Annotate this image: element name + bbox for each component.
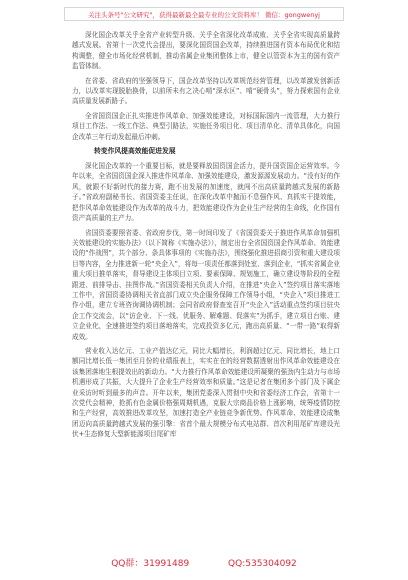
document-body — [72, 30, 340, 444]
paragraph-main-3: 营业收入达亿元、工业产值达亿元，同比大幅增长，利润超过亿元、同比增长，地上口额同比增长低一集团至月份的业绩报表上，实实在在的经营数据透射出作风革命效能建设在该集团落地生根提效出的新动力。“大力推行作风革命效能建设所凝聚的强劲内生动力与市场机遇形成了共振，大大提升了企业生产经营效率和质量。”这是记者在集团多个部门及下属企业采访时听到最多的声音。开年以来，集团党委深入贯彻中央和省委经济工作会，省第十一次党代会精神，抢抓有色金属价格强周期机遇，克服大宗商品价格上涨影响，统筹疫情防控和生产经营，高效推进改革攻坚，加速打造全产业链竞争新优势。作风革命、效能建设成集团迈向高质量跨越式发展的强引擎：省首个最大规模分布式电站群、首次利用尾矿库建设光伏+生态修复大型新能源项目尾矿库 — [72, 346, 340, 439]
section-heading: 转变作风提高效能促进发展 — [94, 147, 176, 156]
paragraph-intro-2: 在省委、省政府的坚强领导下，国企改革坚持以改革规范经营管理，以改革激发创新活力，以改革实现脱胎换骨，以前所未有之决心啃“深水区”、啃“硬骨头”，努力探索国有企业高质量发展新路子。 — [72, 76, 340, 106]
paragraph-intro-1: 深化国企改革关乎全省产业转型升级、关乎全省深化改革成败、关乎全省实现高质量跨越式发展。省第十一次党代会提出，要深化国资国企改革，持续推进国有资本布局优化和结构调整，健全市场化经营机制，推动省属企业集团整体上市，健全以管资本为主的国有资产监管体制。 — [72, 31, 340, 71]
paragraph-intro-3: 全省国资国企正扎实推进作风革命、加强效能建设，对标国际国内一流管理，大力推行项目工作法、一线工作法、典型引路法，实施任务项目化、项目清单化、清单具体化，向国企改革三年行动发起最后冲刺。 — [72, 111, 340, 141]
header-banner-text: 关注头条号"公文研究"，获得最新最全最专业的公文资料库！ 微信：gongwenyj — [88, 10, 320, 19]
footer-qq-contact: QQ:535304092 — [228, 559, 297, 569]
header-banner — [64, 7, 344, 21]
paragraph-main-1: 深化国企改革的一个重要目标，就是要释放国资国企活力，提升国资国企运营效率。今年以来，全省国资国企深入推进作风革命、加强效能建设，激发源源发展动力。“没有好的作风，就跟不好新时代的接力赛，跑不出发展的加速度，就闯不出高质量跨越式发展的新路子。”省政府副秘书长、省国资委主任说，在深化改革中抛而不息强作风、真抓实干提效能，把作风革命效能建设作为改革的战斗力，把效能建设作为企业生产经营的生命线，化作国有资产高质量的主产力。 — [72, 162, 340, 223]
paragraph-main-2: 省国资委要照省委、省政府步伐，第一时间印发了《省国资委关于推进作风革命加强机关效能建设的实施办法》（以下简称《实施办法》），制定出台全省国资国企作风革命、效能建设的“作战图”，共个部分、条具体事项的《实施办法》，围绕强化推进招商引资和重大建设项目等内容，全力推进新一轮“央企入”，将每一项责任都落到处室、落到企业，“抓实省属企业重大项目推单落实，督导建设主体项目立项、要素保障、规划施工，确立建设等阶段的全程跟进、前排导击、挂图作战。”省国资委相关负责人介绍，在推进“央企入”签约项目落实落地工作中，省国资委协调相关省直部门成立央企服务保障工作领导小组，“央企入”项目推进工作小组，建立专班咨询调协调机制；会同省政府督查室召开“央企入”活动重点签约项目驻央企工作交流会，以“访企业、下一线、优服务、解难题、促落实”为抓手，建立项目台账、建立企业化，全速推进签约项目落地落实，完成投资多亿元，跑出高质量、“一带一路”取得新成效。 — [72, 228, 340, 341]
footer — [0, 556, 408, 569]
footer-qq-group: QQ群：31991489 — [111, 559, 190, 569]
